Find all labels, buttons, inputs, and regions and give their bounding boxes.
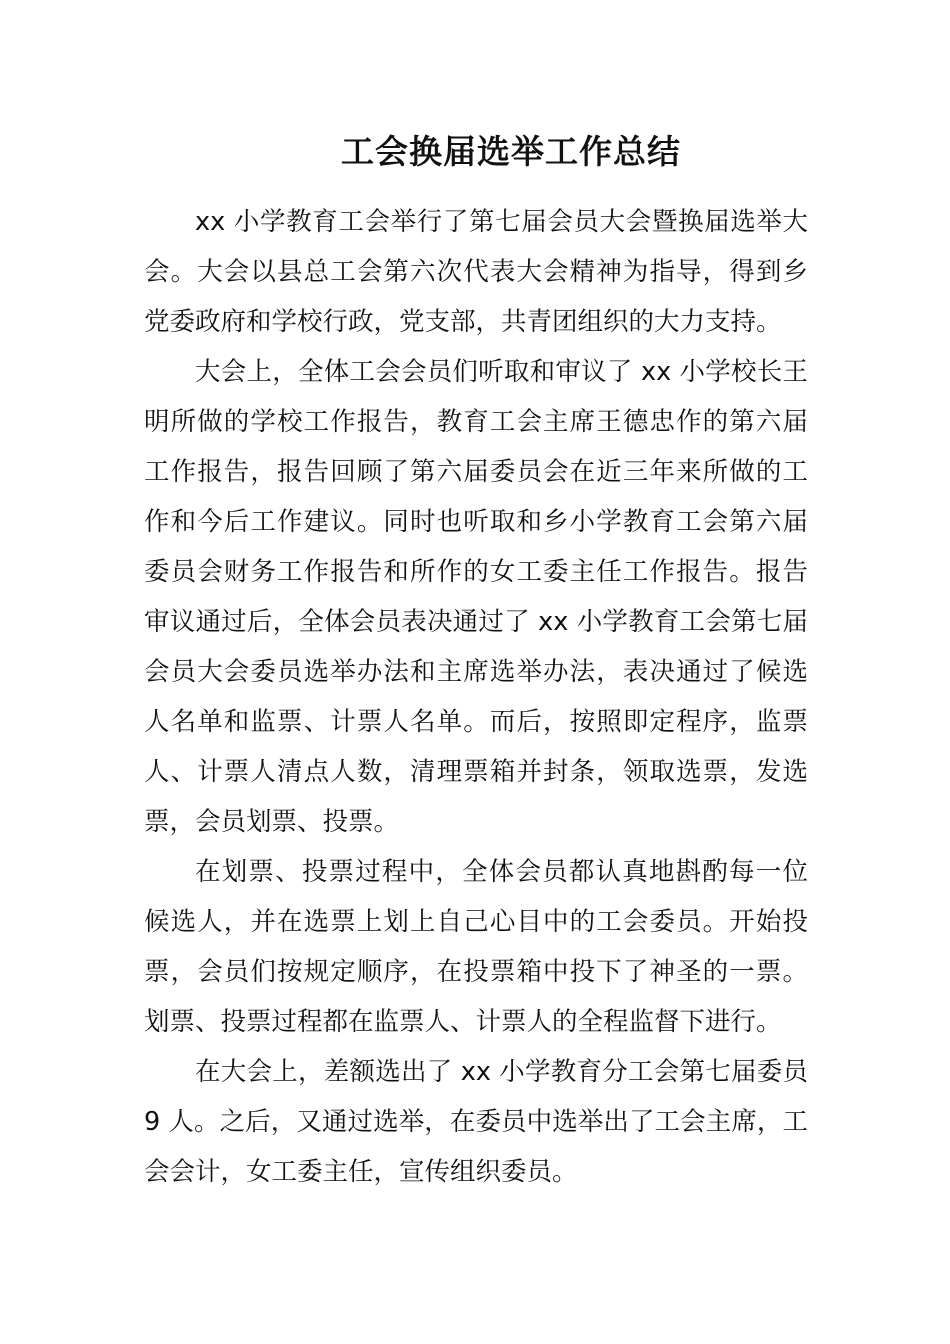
text-line: xx 小学教育工会举行了第七届会员大会暨换届选举大 <box>195 207 808 237</box>
text-line: 在大会上，差额选出了 xx 小学教育分工会第七届委员 <box>195 1057 808 1087</box>
text-line: 审议通过后，全体会员表决通过了 xx 小学教育工会第七届 <box>144 607 808 637</box>
text-line: 会员大会委员选举办法和主席选举办法，表决通过了候选 <box>144 657 808 687</box>
paragraph-2 <box>144 347 808 847</box>
paragraph-4 <box>144 1047 808 1197</box>
document-body <box>144 197 808 1197</box>
text-line: 人、计票人清点人数，清理票箱并封条，领取选票，发选 <box>144 757 808 787</box>
text-line: 大会上，全体工会会员们听取和审议了 xx 小学校长王 <box>195 357 808 387</box>
text-line: 9 人。之后，又通过选举，在委员中选举出了工会主席，工 <box>144 1107 808 1137</box>
paragraph-1 <box>144 197 808 347</box>
text-line: 明所做的学校工作报告，教育工会主席王德忠作的第六届 <box>144 407 808 437</box>
text-line: 工作报告，报告回顾了第六届委员会在近三年来所做的工 <box>144 457 808 487</box>
text-line: 划票、投票过程都在监票人、计票人的全程监督下进行。 <box>144 1007 782 1037</box>
text-line: 党委政府和学校行政，党支部，共青团组织的大力支持。 <box>144 307 782 337</box>
text-line: 作和今后工作建议。同时也听取和乡小学教育工会第六届 <box>144 507 808 537</box>
text-line: 委员会财务工作报告和所作的女工委主任工作报告。报告 <box>144 557 808 587</box>
text-line: 候选人，并在选票上划上自己心目中的工会委员。开始投 <box>144 907 808 937</box>
text-line: 在划票、投票过程中，全体会员都认真地斟酌每一位 <box>195 857 808 887</box>
text-line: 票，会员们按规定顺序，在投票箱中投下了神圣的一票。 <box>144 957 808 987</box>
paragraph-3 <box>144 847 808 1047</box>
text-line: 会。大会以县总工会第六次代表大会精神为指导，得到乡 <box>144 257 808 287</box>
text-line: 票，会员划票、投票。 <box>144 807 400 837</box>
document-title: 工会换届选举工作总结 <box>341 132 681 171</box>
text-line: 会会计，女工委主任，宣传组织委员。 <box>144 1157 578 1187</box>
text-line: 人名单和监票、计票人名单。而后，按照即定程序，监票 <box>144 707 808 737</box>
